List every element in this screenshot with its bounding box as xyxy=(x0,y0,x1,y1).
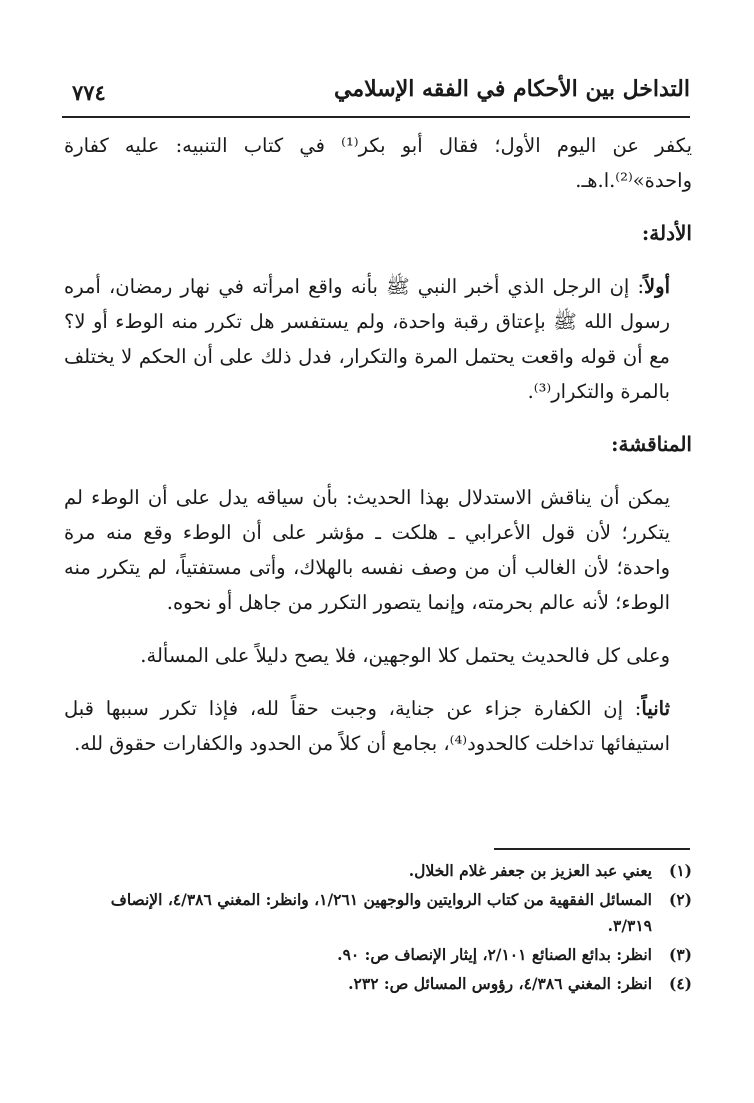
heading-discussion: المناقشة: xyxy=(611,432,692,456)
second-evidence-lead: ثانياً xyxy=(641,697,670,720)
paragraph-second-evidence xyxy=(64,691,692,761)
footnote-text: انظر: بدائع الصنائع ٢/١٠١، إيثار الإنصاف ص: ٩٠. xyxy=(337,945,652,964)
page-number: ٧٧٤ xyxy=(72,80,106,105)
footnote-number: (٤) xyxy=(668,974,692,993)
footnotes xyxy=(64,858,692,1000)
footnote-number: (٢) xyxy=(668,890,692,909)
footnote-rule xyxy=(494,848,690,850)
main-text xyxy=(64,128,692,761)
first-evidence-lead: أولاً xyxy=(644,275,670,298)
first-evidence-text: : إن الرجل الذي أخبر النبي ﷺ بأنه واقع امرأته في نهار رمضان، أمره رسول الله ﷺ بإعتاق رقبة واحدة، ولم يستفسر هل تكرر منه الوطء أو لا؟ مع أن قوله واقعت يحتمل المرة والتكرار، فدل ذلك على أن الحكم لا يختلف بالمرة والتكرار⁽³⁾. xyxy=(64,275,670,403)
paragraph-discussion-2: وعلى كل فالحديث يحتمل كلا الوجهين، فلا يصح دليلاً على المسألة. xyxy=(140,644,670,667)
footnote xyxy=(64,971,692,997)
footnote xyxy=(64,942,692,968)
paragraph-discussion-1: يمكن أن يناقش الاستدلال بهذا الحديث: بأن سياقه يدل على أن الوطء لم يتكرر؛ لأن قول الأعرابي ـ هلكت ـ مؤشر على أن الوطء وقع منه مرة واحدة؛ لأن الغالب أن من وصف نفسه بالهلاك، وأتى مستفتياً، لم يتكرر منه الوطء؛ لأنه عالم بحرمته، وإنما يتصور التكرر من جاهل أو نحوه. xyxy=(64,486,670,614)
footnote xyxy=(64,887,692,939)
second-evidence-text: : إن الكفارة جزاء عن جناية، وجبت حقاً لله، فإذا تكرر سببها قبل استيفائها تداخلت كالحدود⁽⁴⁾، بجامع أن كلاً من الحدود والكفارات حقوق لله. xyxy=(64,697,670,755)
page-header xyxy=(64,74,690,114)
footnote-text: يعني عبد العزيز بن جعفر غلام الخلال. xyxy=(408,861,652,880)
header-rule xyxy=(62,116,690,118)
footnote-number: (١) xyxy=(668,861,692,880)
footnote-text: انظر: المغني ٤/٣٨٦، رؤوس المسائل ص: ٢٣٢. xyxy=(348,974,652,993)
heading-evidence: الأدلة: xyxy=(641,221,692,245)
footnote-text: المسائل الفقهية من كتاب الروايتين والوجهين ١/٢٦١، وانظر: المغني ٤/٣٨٦، الإنصاف ٣/٣١٩. xyxy=(110,890,652,935)
paragraph-first-evidence xyxy=(64,269,692,409)
footnote-number: (٣) xyxy=(668,945,692,964)
paragraph-continuation: يكفر عن اليوم الأول؛ فقال أبو بكر⁽¹⁾ في كتاب التنبيه: عليه كفارة واحدة»⁽²⁾.ا.هـ. xyxy=(64,134,692,192)
running-title: التداخل بين الأحكام في الفقه الإسلامي xyxy=(334,76,690,102)
footnote xyxy=(64,858,692,884)
